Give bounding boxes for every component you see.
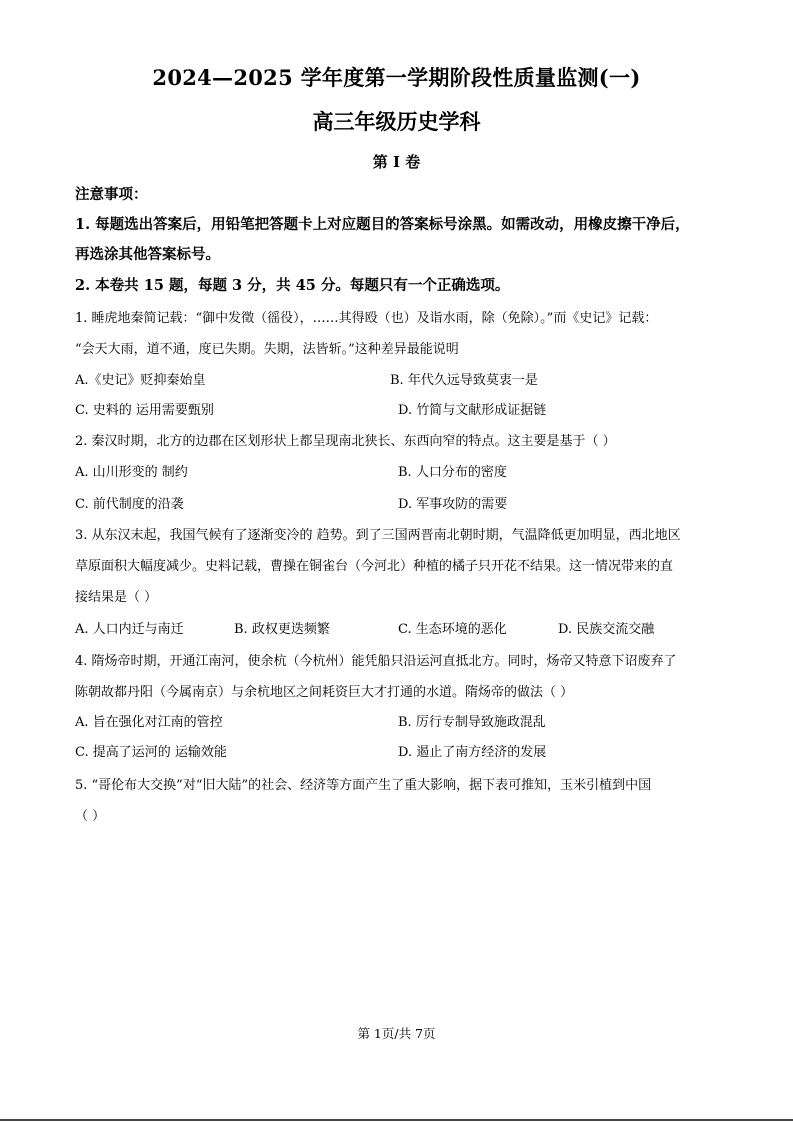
question-4-option-b: B. 厉行专制导致施政混乱 <box>398 715 546 730</box>
question-3-line-3: 接结果是（ ） <box>75 590 158 605</box>
question-1-line-2: “会天大雨，道不通，度已失期。失期，法皆斩。”这种差异最能说明 <box>75 342 459 357</box>
question-4-option-c: C. 提高了运河的 运输效能 <box>75 745 227 760</box>
question-3-option-b: B. 政权更迭频繁 <box>234 622 330 637</box>
question-1-option-a: A.《史记》贬抑秦始皇 <box>75 373 206 388</box>
question-1-option-d: D. 竹简与文献形成证据链 <box>398 403 547 418</box>
question-2-option-c: C. 前代制度的沿袭 <box>75 497 184 512</box>
question-3-line-1: 3. 从东汉末起，我国气候有了逐渐变冷的 趋势。到了三国两晋南北朝时期，气温降低更加明显，西北地区 <box>75 528 681 543</box>
notice-item-2: 2. 本卷共 15 题，每题 3 分，共 45 分。每题只有一个正确选项。 <box>75 277 510 294</box>
notice-item-1-line-2: 再选涂其他答案标号。 <box>75 246 220 263</box>
page-number: 第 1页/共 7页 <box>357 1026 436 1041</box>
question-5-line-1: 5. “哥伦布大交换”对“旧大陆”的社会、经济等方面产生了重大影响，据下表可推知，玉米引植到中国 <box>75 778 652 793</box>
question-1-option-c: C. 史料的 运用需要甄别 <box>75 403 214 418</box>
question-4-option-d: D. 遏止了南方经济的发展 <box>398 745 547 760</box>
exam-title: 2024—2025 学年度第一学期阶段性质量监测(一) <box>152 65 641 90</box>
question-3-option-c: C. 生态环境的恶化 <box>398 622 507 637</box>
question-1-line-1: 1. 睡虎地秦简记载：“御中发徵（徭役），……其得殴（也）及诣水雨，除（免除）。”而《史记》记载： <box>75 311 658 326</box>
volume-label: 第 I 卷 <box>372 153 421 171</box>
notice-item-1-line-1: 1. 每题选出答案后，用铅笔把答题卡上对应题目的答案标号涂黑。如需改动，用橡皮擦干净后， <box>75 216 690 233</box>
question-4-line-1: 4. 隋炀帝时期，开通江南河，使余杭（今杭州）能凭船只沿运河直抵北方。同时，炀帝又特意下诏废弃了 <box>75 654 677 669</box>
question-4-line-2: 陈朝故都丹阳（今属南京）与余杭地区之间耗资巨大才打通的水道。隋炀帝的做法（ ） <box>75 685 574 700</box>
question-2-line-1: 2. 秦汉时期，北方的边郡在区划形状上都呈现南北狭长、东西向窄的特点。这主要是基于（ ） <box>75 434 616 449</box>
question-2-option-a: A. 山川形变的 制约 <box>75 465 188 480</box>
question-1-option-b: B. 年代久远导致莫衷一是 <box>390 373 538 388</box>
question-3-line-2: 草原面积大幅度减少。史料记载，曹操在铜雀台（今河北）种植的橘子只开花不结果。这一情况带来的直 <box>75 559 674 574</box>
question-4-option-a: A. 旨在强化对江南的管控 <box>75 715 223 730</box>
question-2-option-b: B. 人口分布的密度 <box>398 465 507 480</box>
question-3-option-d: D. 民族交流交融 <box>558 622 655 637</box>
question-3-option-a: A. 人口内迁与南迁 <box>75 622 184 637</box>
notice-heading: 注意事项： <box>75 186 148 203</box>
question-2-option-d: D. 军事攻防的需要 <box>398 497 508 512</box>
question-5-line-2: （ ） <box>75 809 106 824</box>
bottom-border <box>0 1119 793 1121</box>
exam-subtitle: 高三年级历史学科 <box>312 109 481 134</box>
